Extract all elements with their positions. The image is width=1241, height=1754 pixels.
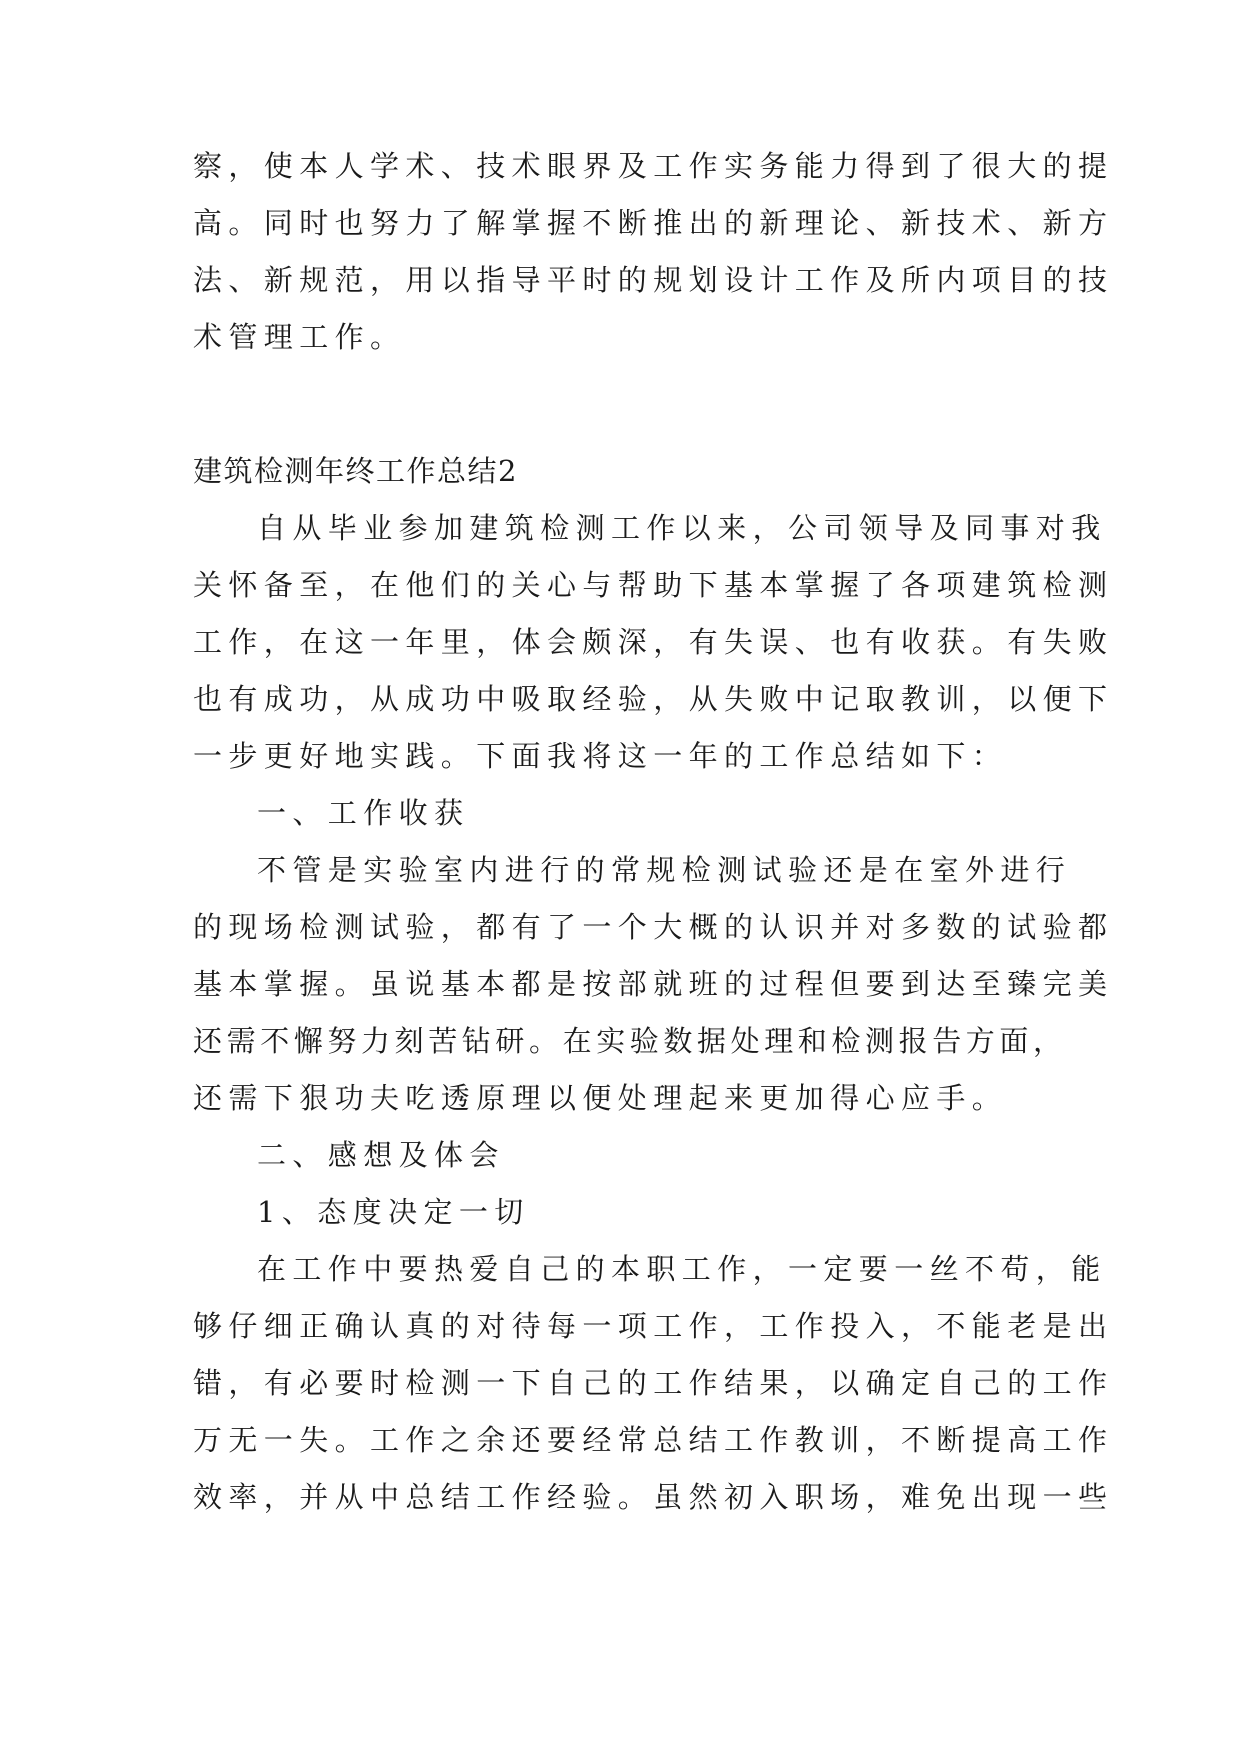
para3-line-5: 效率，并从中总结工作经验。虽然初入职场，难免出现一些 — [193, 1480, 1114, 1514]
intro-line-3: 法、新规范，用以指导平时的规划设计工作及所内项目的技 — [193, 263, 1114, 297]
para3-line-2: 够仔细正确认真的对待每一项工作，工作投入，不能老是出 — [193, 1309, 1114, 1343]
para1-line-4: 也有成功，从成功中吸取经验，从失败中记取教训，以便下 — [193, 682, 1114, 716]
para3-line-3: 错，有必要时检测一下自己的工作结果，以确定自己的工作 — [193, 1366, 1114, 1400]
para1-line-3: 工作，在这一年里，体会颇深，有失误、也有收获。有失败 — [193, 625, 1114, 659]
para1-line-5: 一步更好地实践。下面我将这一年的工作总结如下： — [193, 739, 1008, 773]
para2-line-3: 基本掌握。虽说基本都是按部就班的过程但要到达至臻完美 — [193, 967, 1114, 1001]
intro-line-1: 察，使本人学术、技术眼界及工作实务能力得到了很大的提 — [193, 149, 1114, 183]
section-title: 建筑检测年终工作总结2 — [193, 454, 518, 488]
para2-line-4: 还需不懈努力刻苦钻研。在实验数据处理和检测报告方面， — [193, 1024, 1067, 1058]
para1-line-1: 自从毕业参加建筑检测工作以来，公司领导及同事对我 — [257, 511, 1107, 545]
para2-line-1: 不管是实验室内进行的常规检测试验还是在室外进行 — [257, 853, 1072, 887]
para3-line-4: 万无一失。工作之余还要经常总结工作教训，不断提高工作 — [193, 1423, 1114, 1457]
para2-line-5: 还需下狠功夫吃透原理以便处理起来更加得心应手。 — [193, 1081, 1008, 1115]
intro-line-4: 术管理工作。 — [193, 320, 406, 354]
para2-line-2: 的现场检测试验，都有了一个大概的认识并对多数的试验都 — [193, 910, 1114, 944]
heading-reflections: 二、感想及体会 — [257, 1138, 505, 1172]
para3-line-1: 在工作中要热爱自己的本职工作，一定要一丝不苟，能 — [257, 1252, 1107, 1286]
para1-line-2: 关怀备至，在他们的关心与帮助下基本掌握了各项建筑检测 — [193, 568, 1114, 602]
heading-attitude: 1、态度决定一切 — [257, 1195, 530, 1229]
intro-line-2: 高。同时也努力了解掌握不断推出的新理论、新技术、新方 — [193, 206, 1114, 240]
heading-work-gains: 一、工作收获 — [257, 796, 470, 830]
